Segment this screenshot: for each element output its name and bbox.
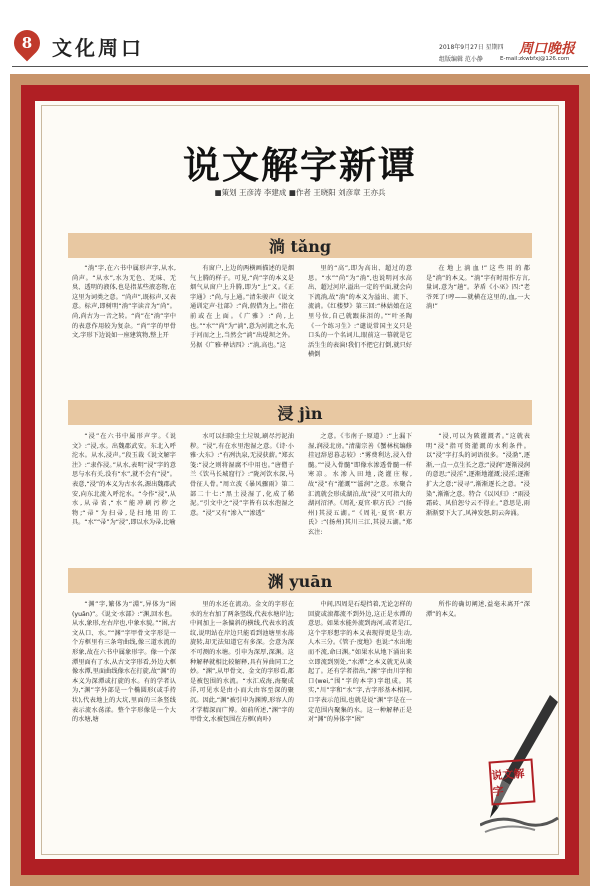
contact-email: E-mail:zkwbfxj@126.com bbox=[500, 56, 570, 62]
section-heading: 淌 tǎng bbox=[268, 237, 332, 256]
newspaper-logo: 周口晚报 bbox=[519, 41, 575, 57]
text-column: 所作的确切阐述,益毫未离开“深潭”的本义。 bbox=[426, 601, 530, 618]
page-number-badge bbox=[9, 25, 46, 62]
text-column: 有窗户,上边的两横画描述的是烟气上腾的样子。可见,“尚”字的本义是烟气从窗户上升腾,即为“上”义。《正字通》:“尚,与上通。”清朱骏声《说文通训定声·壮部》:“尚,假借为上。”指在前或在上面。《广雅》:“尚,上也。”“水”“尚”为“淌”,意为河流之水,先于河而之上,当然会“淌”出堤坝之外。另据《广雅·释诂四》:“淌,高也。”这 bbox=[190, 265, 294, 349]
section-heading-band bbox=[68, 400, 532, 425]
section-heading: 渊 yuān bbox=[267, 572, 333, 591]
section-heading-band bbox=[68, 233, 532, 258]
section-heading: 浸 jìn bbox=[277, 404, 323, 423]
text-column: 在地上淌血!”这些用的都是“淌”的本义。“淌”字有时用作方言,量词,意为“趟”。茅盾《小巫》四:“老爷死了!哼——就横在这里的,血,一大淌!” bbox=[426, 265, 530, 311]
article-credits: ■策划 王彦涛 李建成 ■作者 王晓阳 刘彦章 王亦兵 bbox=[214, 188, 386, 197]
header-divider bbox=[12, 66, 588, 67]
text-column: “渊”字,繁体为“淵”,异体为“囦(yuān)”。《说文·水部》:“渊,回水也。从水,象形,左右岸也,中象水貌。”“囦,古文从口、水。”“渊”字甲骨文字形是一个方框里有三条弯曲线,像三道水流的形象,故在六书中属象形字。像一个深潭里面有了水,从古文字形看,外边大框像水潭,里面曲线像水在打旋,故“渊”的本义为深潭或打旋的水。有的学者认为,“渊”字外部是一个椭圆形(或手持状),代表地上的大坑,里面的三条竖线表示流水荡漾。整个字形像是一个大的水塘,塘 bbox=[72, 601, 176, 724]
text-column: 中间,四周是石堤挡着,无论怎样的回旋或滚都流不到外边,这正是水潭的意思。如果水能外流到海河,或者是江,这个字形想字的本义表现得更是生动,人木三分。《管子·度地》也说:“水出地而不流,命曰渊。”如果水从地下涌出来立即流到别处,“水潭”之本义就无从谈起了。还有学者指出,“渊”字由川字和口(wei,“围”字的本字)字组成。其实,“川”字和“水”字,古字形基本相同,口字表示范围,也就是说“渊”字是在一定范围内聚集的水。这一种解释正是对“渊”的异体字“囦” bbox=[308, 601, 412, 724]
section-name: 文化周口 bbox=[52, 36, 144, 60]
text-column: “浸”在六书中属形声字。《说文》:“浸,水。出魏郡武安。东北入呼沱水。从水,浸声。”段玉裁《说文解字注》:“隶作浸。”从水,表明“浸”字的意思与水有关,没有“水”,就不会有“浸”。表意,“浸”的本义为古水名,源出魏郡武安,向东北流入呼沱水。“今作“浸”,从水,从帚省,“水”能冲刷污秽之物;“帚”为扫帚,是扫地用的工具。“水”“帚”为“浸”,即以水为帚,比喻 bbox=[72, 433, 176, 527]
seal-stamp: 说文解字 bbox=[489, 759, 536, 806]
text-column: 水可以扫除尘土垃圾,刷尽污泥油秽。“浸”,有在水里泡湿之意。《诗·小雅·大东》:“有冽氿泉,无浸获薪。”郑玄笺:“浸之则将湿腐不中用也。”唐僧子兰《饮马长城窟行》:“陇河饮水深,马骨征人骨。”周立波《暴风骤雨》第二部二十七:“黑土浸湿了,化成了稀泥。”引文中之“浸”字皆有以水泡湿之意。“浸”又有“渗入”“渗透” bbox=[190, 433, 294, 517]
text-column: 里的“高”,即为高出、超过的意思。“水”“尚”为“淌”,也说明河水高出、超过河岸,溢出一定的平面,就会向下流淌,故“淌”的本义为溢出、流下、流淌。《红楼梦》第三回:“林姑娘在这里号位,自己就跟抹泪的。”“叶圣陶《一个练习生》:“谴说常国主义只是口头的一个名词儿,眼前这一幕就是它活生生的表演!我们不把它打倒,就只好横倒 bbox=[308, 265, 412, 359]
text-column: “浸,可以为陂灌溉者。”这就表明“浸”指可资灌溉的水利条件。以“浸”字打头的词语很多。“浸泐”,逐渐,一点一点生长之意;“浸润”逐渐浸润的意思;“浸淫”,逐渐地灌溉;浸淫;逐渐扩大之意;“浸寻”,渐渐逐长之意。“浸染”,渐渐之意。特合《以风归》:“雨浸霜砖、风伯恕兮云不得止。”意思是,雨渐渐要下大了,风神发怒,阴云奔涌。 bbox=[426, 433, 530, 517]
text-column: 之意。《韦南子·原道》:“上漏下湿,润浸北房。”清蒲宗善《蟹林杭编修挂冠辞恩暮志较》:“雾费利达,浸入骨髓。”“浸入骨髓”即像水渗透骨髓一样寒凉。水渗入田地,浇灌庄稼,故“浸”有“灌溉”“滋润”之意。水聚合汇流就会形成湖泊,故“浸”又可指大的湖河沼泽。《周礼·夏官·职方氏》:“(扬州)其浸五湖。”《周礼·夏官·职方氏》:“(扬州)其川三江,其浸五湖。”郑玄注: bbox=[308, 433, 412, 537]
article-title: 说文解字新谭 bbox=[183, 143, 417, 187]
section-heading-band bbox=[68, 568, 532, 593]
text-column: “淌”字,在六书中属形声字,从水,尚声。“从水”,水为无色、无味、无臭、透明的液体,也是指某些液态物,在这里为词类之意。“尚声”,既标声,又表意。标声,即树明“淌”字读音为“尚”。尚,尚古为一音之转。“尚”在“淌”字中的表意作用较为复杂。“尚”字的甲骨文,字形下边说如一座建筑物,整上开 bbox=[72, 265, 176, 340]
text-column: 里的水还在流动。金文的字形在水的左右加了两条竖线,代表水塘岸边;中间加上一条偏斜的横线,代表水的波纹,说明站在岸边只能看到池塘里水荡旋转,却无法知道它有多深。会意为深不可测的水塘。引申为深厚,深渊。这种解释就相比较解释,具有异曲同工之妙。“渊”,从甲骨文、金文的字形看,都是被包围的水流。“水汇成海,海聚成洋,可见水是由小而大由容至深的聚沉。因此,“渊”被引申为渊博,形容人的才学精深而广博。如前所述,“渊”字的甲骨文,水被包围在方框(㕯卟) bbox=[190, 601, 294, 724]
layout-editor: 组版编辑 范小静 bbox=[439, 56, 483, 63]
page-header bbox=[0, 0, 600, 66]
page-number: 8 bbox=[21, 34, 33, 52]
issue-date: 2018年9月27日 星期四 bbox=[439, 44, 504, 51]
